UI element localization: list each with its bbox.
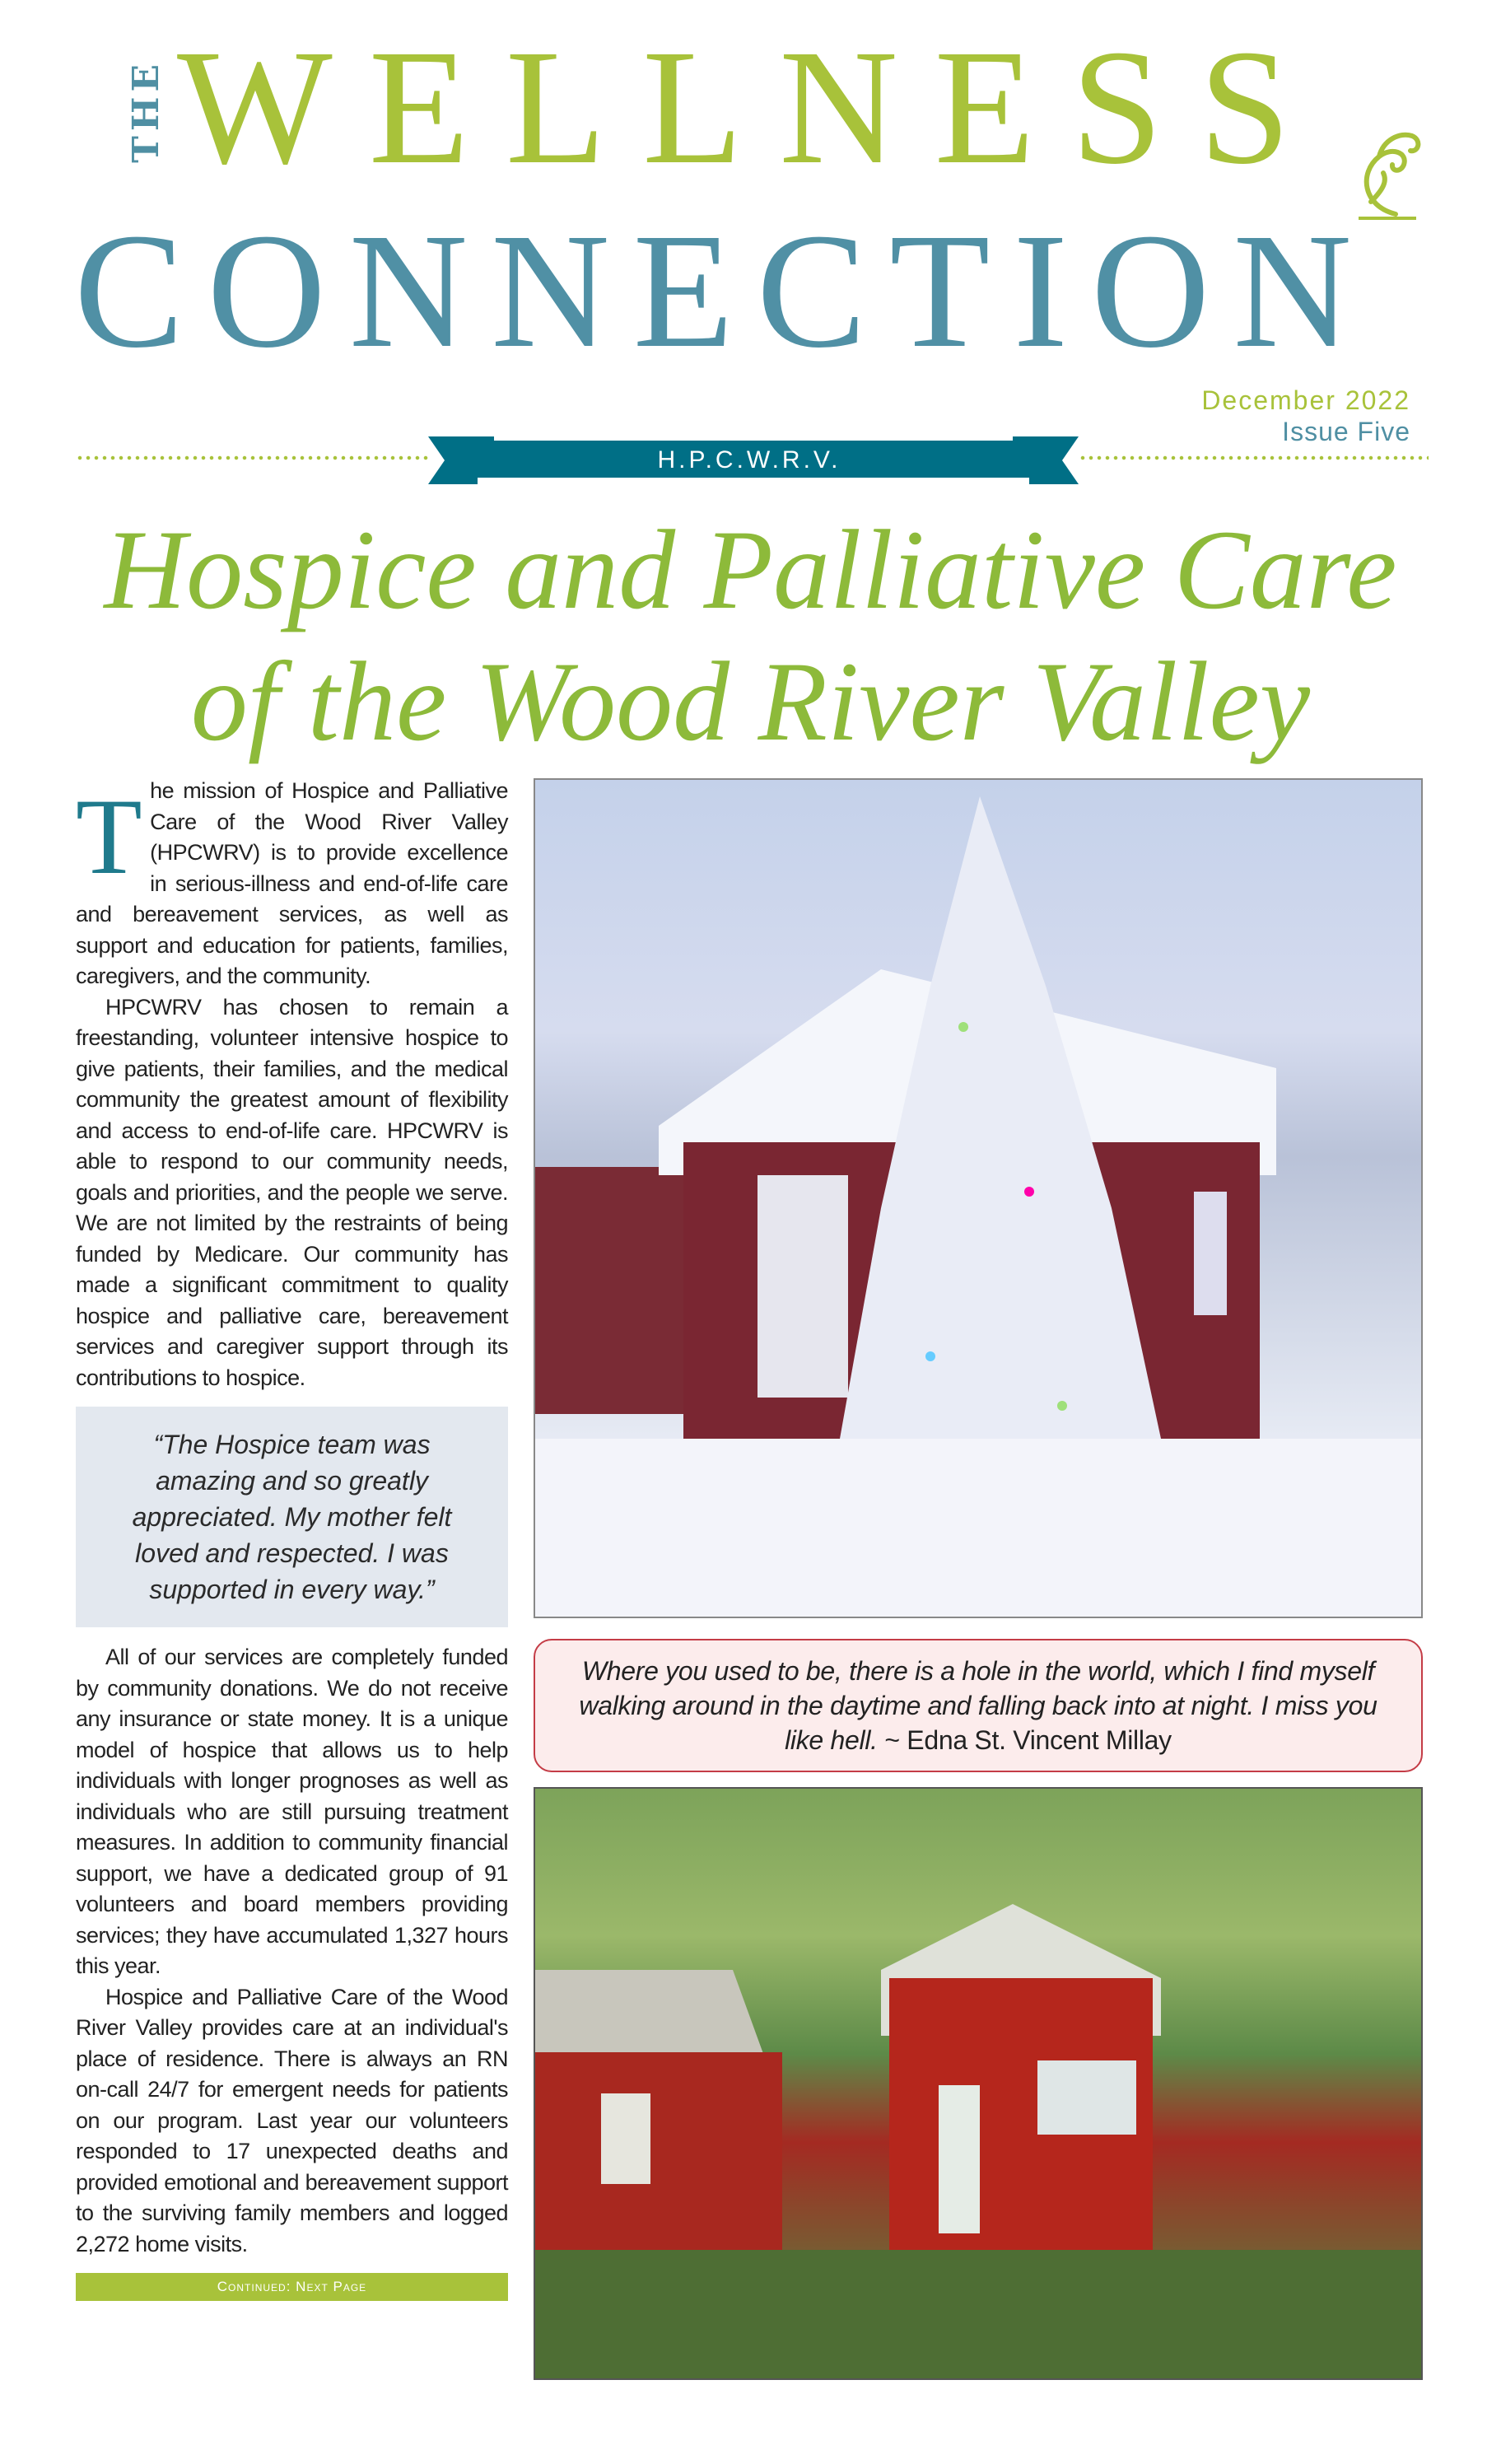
side-quote-attribution: ~ Edna St. Vincent Millay — [884, 1725, 1172, 1755]
dotted-divider-right — [1079, 455, 1429, 460]
painting-red-house — [534, 1787, 1423, 2380]
dotted-divider-left — [76, 455, 430, 460]
pull-quote: “The Hospice team was amazing and so greatly appreciated. My mother felt loved and respected. I was supported in every way.” — [76, 1407, 508, 1627]
article-paragraph-3: All of our services are completely funded by community donations. We do not receive any insurance or state money. It is a unique model of hospice that allows us to help individuals with longer prognoses as well as individuals who are still pursuing treatment measures. In addition to community financial support, we have a dedicated group of 91 volunteers and board members providing services; they have accumulated 1,327 hours this year. — [76, 1645, 508, 1978]
headline-line-2: of the Wood River Valley — [190, 638, 1311, 764]
side-quote-text: Where you used to be, there is a hole in the world, which I find myself walking around in the daytime and falling back into at night. I miss you like hell. — [579, 1656, 1377, 1755]
article-column-bottom — [76, 1642, 508, 2260]
masthead-connection: CONNECTION — [74, 200, 1375, 382]
photo-snowy-house-christmas-tree — [534, 778, 1423, 1618]
drop-cap: T — [76, 776, 142, 897]
masthead-wellness: WELLNESS — [177, 16, 1327, 198]
issue-date: December 2022 — [1201, 385, 1410, 415]
article-paragraph-4: Hospice and Palliative Care of the Wood River Valley provides care at an individual's place of residence. There is always an RN on-call 24/7 for emergent needs for patients on our program. Last year our volunteers responded to 17 unexpected deaths and provided emotional and bereavement support to the surviving family members and logged 2,272 home visits. — [76, 1984, 508, 2256]
masthead-the: THE — [125, 59, 167, 163]
article-left-column — [76, 776, 508, 2301]
article-paragraph-1: he mission of Hospice and Palliative Care of the Wood River Valley (HPCWRV) is to provide excellence in serious-illness and end-of-life care and bereavement services, as well as support and education for patients, families, caregivers, and the community. — [76, 778, 508, 988]
article-paragraph-2: HPCWRV has chosen to remain a freestanding, volunteer intensive hospice to give patients, their families, and the medical community the greatest amount of flexibility and access to end-of-life care. HPCWRV is able to respond to our community needs, goals and priorities, and the people we serve. We are not limited by the restraints of being funded by Medicare. Our community has made a significant commitment to quality hospice and palliative care, bereavement services and caregiver support through its contributions to hospice. — [76, 994, 508, 1390]
flourish-ornament-icon — [1346, 124, 1424, 222]
side-quote — [534, 1639, 1423, 1772]
banner-label: H.P.C.W.R.V. — [657, 446, 841, 474]
headline-line-1: Hospice and Palliative Care — [104, 506, 1397, 632]
article-column-top — [76, 776, 508, 1393]
issue-number: Issue Five — [1282, 417, 1410, 446]
headline — [0, 504, 1501, 768]
continued-next-page[interactable]: Continued: Next Page — [76, 2273, 508, 2301]
